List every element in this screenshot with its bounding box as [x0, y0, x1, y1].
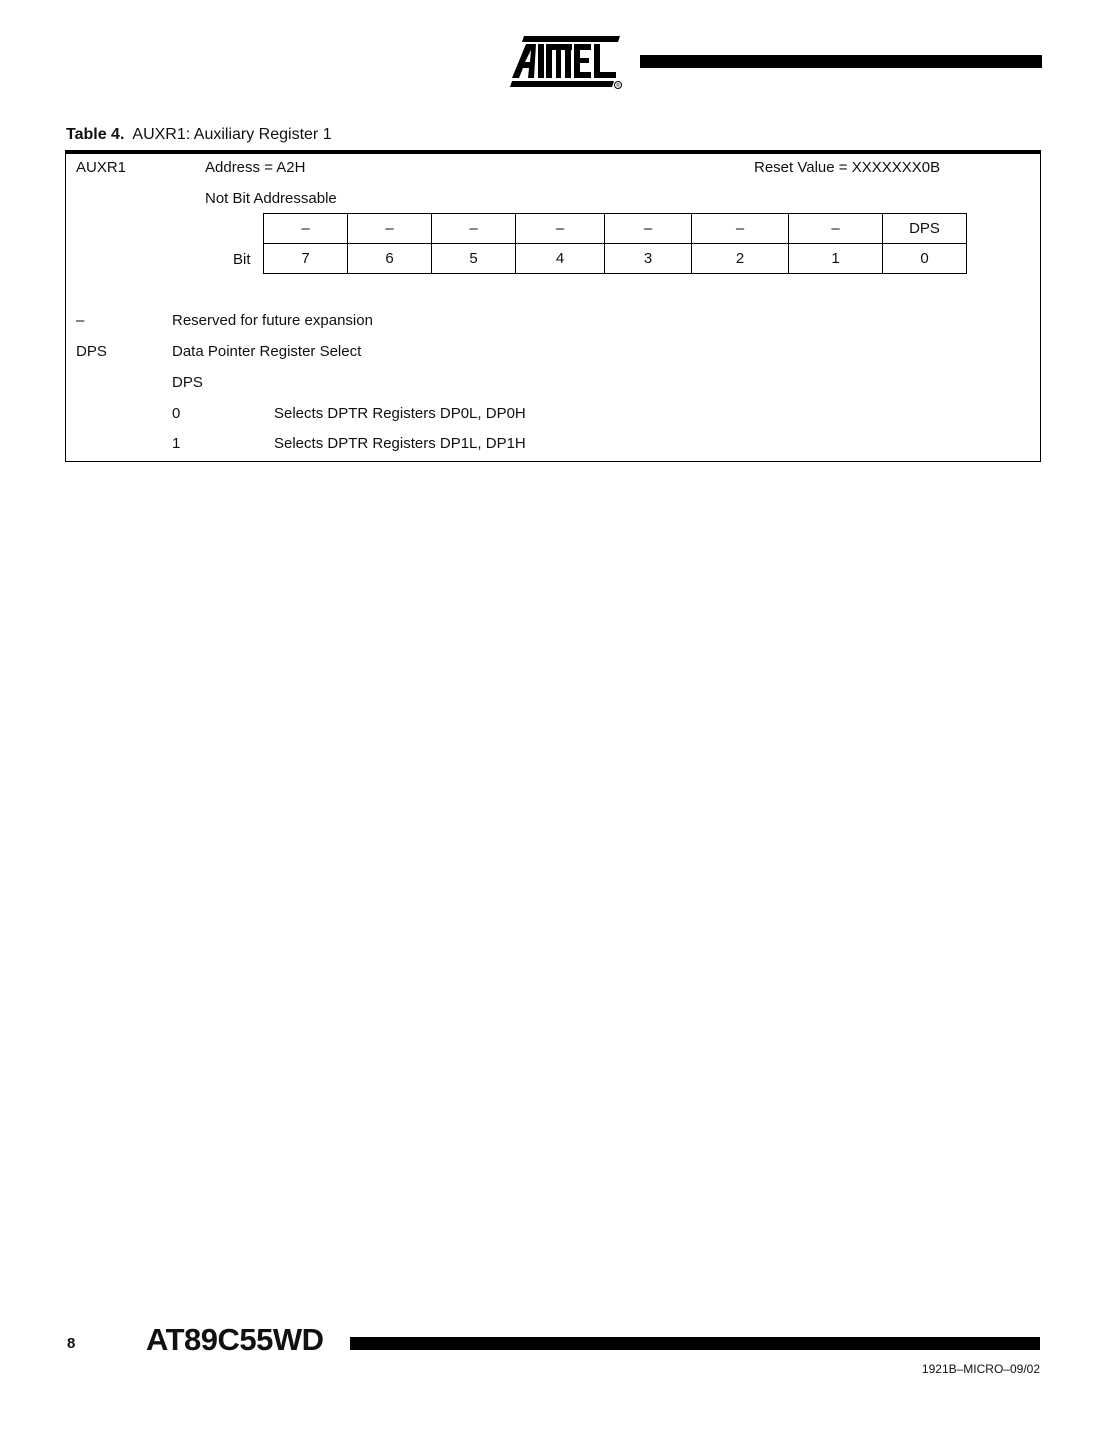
page-number: 8 [67, 1335, 76, 1352]
bit-number-cell: 4 [516, 244, 605, 274]
bit-number-cell: 6 [348, 244, 432, 274]
bit-layout-table [263, 213, 967, 274]
document-code: 1921B–MICRO–09/02 [921, 1362, 1040, 1376]
description-text: Data Pointer Register Select [172, 343, 362, 360]
bit-number-cell: 3 [605, 244, 692, 274]
product-name: AT89C55WD [146, 1322, 324, 1357]
bit-name-row [264, 214, 967, 244]
dps-value: 1 [172, 435, 181, 452]
bit-name-cell: – [789, 214, 883, 244]
bit-name-cell: – [605, 214, 692, 244]
bit-number-cell: 5 [432, 244, 516, 274]
register-address: Address = A2H [205, 159, 306, 176]
description-text: Reserved for future expansion [172, 312, 373, 329]
bit-name-cell: – [432, 214, 516, 244]
bit-number-cell: 0 [883, 244, 967, 274]
table-caption [66, 126, 332, 144]
table-title: AUXR1: Auxiliary Register 1 [132, 126, 332, 143]
addressability: Not Bit Addressable [205, 190, 337, 207]
dps-value: 0 [172, 405, 181, 422]
bit-row-label: Bit [233, 251, 251, 268]
svg-text:®: ® [616, 83, 620, 89]
table-label: Table 4. [66, 126, 125, 143]
bit-number-row [264, 244, 967, 274]
bit-number-cell: 1 [789, 244, 883, 274]
dps-subtable-header: DPS [172, 374, 203, 391]
description-symbol: DPS [76, 343, 107, 360]
reset-value: Reset Value = XXXXXXX0B [754, 159, 941, 176]
bit-name-cell: – [692, 214, 789, 244]
description-symbol: – [76, 312, 85, 329]
dps-value-text: Selects DPTR Registers DP0L, DP0H [274, 405, 526, 422]
dps-value-text: Selects DPTR Registers DP1L, DP1H [274, 435, 526, 452]
bit-name-cell: – [264, 214, 348, 244]
bit-name-cell: DPS [883, 214, 967, 244]
footer-rule [350, 1337, 1040, 1350]
atmel-logo [510, 34, 622, 90]
bit-number-cell: 7 [264, 244, 348, 274]
bit-number-cell: 2 [692, 244, 789, 274]
bit-name-cell: – [348, 214, 432, 244]
bit-name-cell: – [516, 214, 605, 244]
header-rule [640, 55, 1042, 68]
register-name: AUXR1 [76, 159, 127, 176]
